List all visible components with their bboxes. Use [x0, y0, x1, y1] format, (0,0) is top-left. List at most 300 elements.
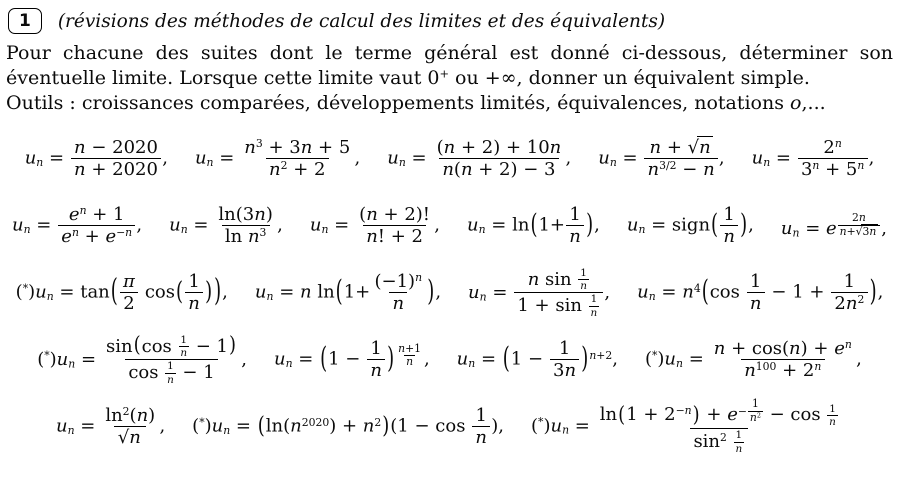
- exercise-header: [8, 8, 893, 34]
- fraction: [241, 137, 354, 180]
- denominator: n! + 2: [363, 225, 426, 247]
- variable: n: [749, 293, 762, 315]
- variable: e: [826, 218, 837, 240]
- variable: u: [550, 415, 563, 437]
- variable: n: [46, 290, 54, 304]
- denominator: n+√3n: [838, 225, 881, 239]
- delimiter: ): [427, 274, 435, 309]
- superscript: *: [22, 281, 29, 295]
- fraction: [215, 204, 276, 247]
- fraction: [827, 403, 837, 429]
- numerator: [120, 271, 138, 292]
- superscript: 2: [720, 431, 727, 445]
- superscript: *: [651, 348, 658, 362]
- variable: n: [845, 293, 858, 315]
- fraction: [734, 429, 744, 455]
- variable: n: [676, 357, 683, 371]
- variable: n: [812, 159, 820, 173]
- subscript: [36, 156, 43, 169]
- denominator: n + 2020: [71, 158, 161, 180]
- superscript: [835, 137, 842, 150]
- variable: n: [475, 427, 487, 449]
- variable: n: [789, 338, 801, 359]
- numerator: 1: [180, 333, 188, 346]
- formula: $u_n = (1$ − $\frac{1}{n}$ ) $^{\frac{n+1}{n}}$ ,: [273, 338, 430, 382]
- fraction: [831, 271, 867, 314]
- variable: n: [125, 226, 133, 240]
- variable: n: [549, 137, 562, 158]
- superscript: −n: [116, 226, 133, 240]
- radical-icon: √: [687, 137, 700, 158]
- delimiter: (: [320, 341, 328, 376]
- exercise-subtitle: (révisions des méthodes de calcul des limites et des équivalents): [57, 10, 666, 32]
- variable: n: [564, 360, 577, 382]
- formula: $u_n$ = $\frac{2^n}{3^n + 5^n}$ ,: [751, 137, 875, 181]
- variable: e: [68, 204, 80, 225]
- subscript: [638, 223, 645, 236]
- fraction: [711, 338, 856, 381]
- fraction: [367, 338, 385, 381]
- delimiter: (: [701, 274, 709, 309]
- variable: u: [24, 147, 37, 169]
- variable: e: [61, 226, 72, 248]
- radical-icon: √: [117, 427, 130, 449]
- denominator: $n^{3/2} - n$: [644, 158, 718, 180]
- numerator: 1: [558, 338, 571, 359]
- variable: n: [74, 137, 86, 158]
- denominator: $n^2 + 2$: [266, 158, 329, 180]
- variable: n: [744, 360, 756, 382]
- variable: u: [468, 281, 480, 303]
- superscript: *: [44, 348, 50, 362]
- delimiter: (: [530, 208, 538, 241]
- denominator: cos $\frac{1}{n}$ − 1: [125, 359, 218, 386]
- variable: n: [71, 226, 79, 240]
- formula: $u_n$ = $\frac{\ln^2(n)}{√n}$ ,: [55, 405, 166, 449]
- numerator: ln(3n): [218, 204, 273, 225]
- variable: n: [649, 137, 662, 158]
- variable: n: [590, 306, 598, 319]
- delimiter: ): [869, 274, 877, 309]
- radicand: 3n: [862, 224, 877, 238]
- subscript: [676, 357, 683, 370]
- superscript: [80, 204, 87, 217]
- fraction: [747, 271, 765, 314]
- variable: n: [580, 279, 587, 292]
- formula: $u_n$ = $\frac{(n + 2) + 10n}{n(n + 2) - 3}$ ,: [387, 137, 572, 181]
- square-root: [688, 137, 713, 158]
- variable: e: [727, 404, 738, 426]
- variable: e: [105, 226, 117, 248]
- denominator: [165, 373, 175, 386]
- formula: $u_n = \ln(1+$ $\frac{1}{n}$ ),: [467, 204, 600, 248]
- variable: n: [713, 338, 726, 359]
- variable: u: [637, 281, 649, 303]
- variable: n: [406, 355, 414, 369]
- variable: n: [443, 137, 456, 158]
- variable: n: [206, 156, 214, 170]
- variable: u: [664, 348, 677, 370]
- variable: n: [792, 226, 800, 240]
- subscript: [267, 290, 274, 303]
- variable: n: [285, 357, 293, 371]
- variable: n: [188, 293, 200, 315]
- variable: n: [370, 360, 382, 382]
- numerator: $\ln^2(n)$: [105, 405, 156, 426]
- variable: e: [834, 338, 845, 359]
- variable: n: [703, 159, 715, 181]
- fraction: [550, 338, 580, 381]
- superscript: 2: [756, 411, 761, 420]
- formula-row: [6, 326, 893, 393]
- numerator: n+1: [398, 341, 421, 355]
- variable: n: [269, 159, 281, 181]
- variable: n: [247, 226, 260, 248]
- fraction: [720, 204, 738, 247]
- variable: n: [392, 293, 405, 315]
- variable: n: [223, 424, 231, 438]
- subscript: [793, 227, 800, 240]
- variable: n: [844, 338, 852, 352]
- numerator: 1: [569, 204, 581, 225]
- square-root: [856, 225, 879, 238]
- numerator: $e^n + 1$: [68, 204, 125, 225]
- variable: u: [456, 348, 469, 370]
- numerator: $(-1)^n$: [374, 271, 423, 292]
- variable: u: [35, 281, 47, 303]
- variable: n: [647, 159, 660, 181]
- variable: n: [67, 424, 75, 438]
- delimiter: ): [228, 332, 236, 359]
- superscript: 2: [122, 405, 130, 419]
- numerator: $n + \cos(n) + e^n$: [713, 338, 852, 359]
- variable: n: [74, 159, 86, 181]
- numerator: 1: [590, 293, 598, 306]
- variable: n: [167, 373, 174, 386]
- denominator: [734, 442, 744, 455]
- subscript: [562, 424, 569, 437]
- variable: n: [366, 226, 378, 248]
- denominator: [389, 292, 407, 314]
- delimiter: ): [692, 402, 700, 428]
- superscript: 2: [374, 415, 382, 429]
- variable: n: [857, 159, 865, 173]
- variable: n: [468, 357, 476, 371]
- denominator: [578, 279, 588, 292]
- numerator: 1: [580, 266, 587, 279]
- fraction: [371, 271, 425, 314]
- denominator: [566, 225, 584, 247]
- variable: n: [562, 424, 570, 438]
- formula: $u_n = (1$ − $\frac{1}{3n}$ )$^{n+2}$,: [456, 338, 618, 382]
- subscript: [223, 424, 230, 437]
- variable: n: [36, 156, 44, 170]
- formula-row: [6, 192, 893, 259]
- variable: u: [194, 147, 207, 169]
- subscript: [181, 223, 188, 236]
- subscript: [480, 290, 487, 303]
- numerator: (n + 2)!: [359, 204, 431, 225]
- formula: $u_n$ = $\frac{n - 2020}{n + 2020}$ ,: [24, 137, 168, 181]
- subscript: [207, 156, 214, 169]
- superscript: 2020: [301, 415, 330, 429]
- fraction: [103, 334, 240, 386]
- denominator: $2n^2$: [831, 292, 867, 314]
- denominator: $\ln n^3$: [222, 225, 270, 247]
- variable: n: [460, 159, 473, 181]
- variable: n: [129, 427, 141, 449]
- variable: n: [589, 348, 597, 362]
- formula: $(^*)u_n$ = $\ln(1 + 2^{-n}) + e^{- \frac{1}{n^2}}$ − cos $\frac{1}{n}$ $\sin^2$ $\frac{1}{n}$: [531, 398, 843, 455]
- variable: n: [180, 346, 188, 359]
- subscript: [610, 156, 617, 169]
- superscript: [857, 159, 864, 172]
- subscript: [479, 223, 486, 236]
- variable: n: [300, 137, 313, 158]
- delimiter: (: [176, 276, 184, 307]
- variable: n: [23, 223, 31, 237]
- variable: n: [839, 224, 847, 238]
- numerator: $\ln(1 + 2^{-n}) + e^{- \frac{1}{n^2}}$ − cos $\frac{1}{n}$: [599, 397, 836, 429]
- delimiter: ): [586, 208, 594, 241]
- numerator: 1: [188, 271, 200, 292]
- variable: u: [169, 214, 181, 236]
- superscript: [415, 271, 422, 284]
- denominator: [185, 292, 203, 314]
- subscript: [649, 290, 656, 303]
- intro-paragraph: Pour chacune des suites dont le terme général est donné ci-dessous, déterminer son éventuelle limite. Lorsque cette limite vaut 0+ ou +∞, donner un équivalent simple.: [6, 42, 893, 90]
- numerator: (n + 2) + 10n: [436, 137, 562, 158]
- denominator: [472, 426, 490, 448]
- variable: n: [814, 360, 822, 374]
- numerator: 1: [475, 405, 487, 426]
- delimiter: ): [581, 341, 589, 376]
- variable: n: [609, 156, 617, 170]
- exercise-number-badge: 1: [8, 8, 42, 34]
- variable: u: [780, 218, 793, 240]
- numerator: n + √n: [649, 137, 711, 158]
- fraction: [71, 137, 161, 180]
- numerator: sin(cos $\frac{1}{n}$ − 1): [105, 332, 236, 359]
- superscript: [814, 360, 821, 373]
- variable: n: [684, 404, 692, 418]
- numerator: n sin $\frac{1}{n}$: [527, 266, 587, 292]
- superscript: − 1 n2: [737, 397, 761, 425]
- denominator: [114, 426, 146, 448]
- formula: $u_n$ = $\frac{n + √n}{n^{3/2} - n}$ ,: [598, 137, 725, 181]
- variable: n: [479, 290, 487, 304]
- superscript: *: [538, 415, 544, 429]
- fraction: [120, 271, 138, 314]
- denominator: [827, 415, 837, 428]
- formula-row: [6, 393, 893, 460]
- tools-paragraph: Outils : croissances comparées, développements limités, équivalences, notations o,...: [6, 92, 826, 115]
- variable: n: [79, 204, 87, 218]
- superscript: 2: [280, 159, 288, 173]
- numerator: 2n: [852, 211, 866, 225]
- variable: n: [569, 226, 581, 248]
- variable: n: [858, 211, 866, 225]
- variable: n: [300, 281, 312, 303]
- variable: n: [362, 415, 375, 437]
- superscript: 4: [693, 281, 701, 295]
- formula: $(^*)u_n = (\ln(n^{2020}) + n^2)(1 - \cos$ $\frac{1}{n}$ ),: [192, 405, 504, 449]
- variable: n: [254, 204, 266, 225]
- denominator: 2: [120, 292, 138, 314]
- variable: n: [398, 341, 406, 355]
- variable: u: [56, 348, 69, 370]
- variable: n: [699, 137, 711, 158]
- subscript: [47, 290, 54, 303]
- variable: u: [11, 214, 24, 236]
- delimiter: ): [382, 412, 390, 440]
- delimiter: (: [711, 208, 719, 241]
- numerator: 1: [167, 360, 174, 373]
- variable: u: [626, 214, 639, 236]
- superscript: n+2: [589, 348, 613, 362]
- variable: n: [136, 405, 149, 426]
- formula: $u_n$ = sign( $\frac{1}{n}$ ),: [626, 204, 754, 248]
- variable: n: [834, 137, 842, 151]
- variable: u: [254, 281, 267, 303]
- fraction: [58, 204, 135, 247]
- denominator: [367, 359, 385, 381]
- superscript: 3/2: [659, 159, 677, 173]
- subscript: [24, 223, 31, 236]
- formula: $u_n$ = $\frac{(n + 2)!}{n! + 2}$ ,: [309, 204, 440, 248]
- variable: u: [598, 147, 610, 169]
- denominator: [589, 306, 599, 319]
- variable: n: [366, 204, 378, 225]
- variable: u: [211, 415, 224, 437]
- subscript: [468, 357, 475, 370]
- variable: o: [790, 92, 802, 115]
- subscript: [763, 156, 770, 169]
- fraction: [748, 398, 763, 424]
- variable: u: [387, 147, 399, 169]
- fraction: [597, 398, 842, 455]
- fraction: [396, 343, 423, 369]
- variable: n: [682, 281, 694, 303]
- superscript: [812, 159, 819, 172]
- superscript: +: [439, 66, 450, 81]
- variable: n: [266, 290, 274, 304]
- denominator: $n^{100} + 2^n$: [741, 359, 825, 381]
- denominator: $3^n + 5^n$: [798, 158, 868, 180]
- variable: n: [749, 411, 757, 425]
- variable: u: [467, 214, 479, 236]
- numerator: 1: [829, 402, 836, 415]
- formula-row: [6, 125, 893, 192]
- superscript: 3: [259, 226, 267, 240]
- fraction: [644, 137, 718, 180]
- subscript: [399, 156, 406, 169]
- fraction: [472, 405, 490, 448]
- subscript: [68, 424, 75, 437]
- delimiter: (: [335, 274, 343, 309]
- subscript: [68, 357, 75, 370]
- variable: n: [638, 223, 646, 237]
- formula: $u_n$ = $\frac{\ln(3n)}{\ln n^3}$ ,: [169, 204, 283, 248]
- numerator: 1: [843, 271, 856, 292]
- denominator: 3n: [550, 359, 580, 381]
- fraction: [589, 293, 599, 319]
- fraction: [566, 204, 584, 247]
- variable: n: [723, 226, 735, 248]
- fraction: [514, 267, 603, 319]
- fraction: [102, 405, 158, 448]
- variable: n: [442, 159, 454, 181]
- denominator: $\sin^2$ $\frac{1}{n}$: [690, 428, 748, 455]
- formula: $(^*)u_n = \tan$( $\frac{\pi}{2}$ cos( $\frac{1}{n}$ ) ),: [15, 271, 228, 315]
- variable: n: [829, 416, 836, 429]
- fraction: [356, 204, 433, 247]
- variable: π: [123, 271, 135, 292]
- superscript: *: [199, 415, 205, 429]
- numerator: 1: [735, 429, 743, 442]
- variable: n: [869, 224, 877, 238]
- subscript: [286, 357, 293, 370]
- numerator: 1: [723, 204, 735, 225]
- fraction: [433, 137, 564, 180]
- delimiter: ): [205, 276, 213, 307]
- numerator: 1: [749, 271, 762, 292]
- fraction: [838, 212, 881, 238]
- numerator: 1: [370, 338, 382, 359]
- denominator: [747, 292, 765, 314]
- formula: $u_n = n^4(\cos$ $\frac{1}{n}$ − 1 + $\frac{1}{2n^2}$ ),: [637, 271, 884, 315]
- denominator: [720, 225, 738, 247]
- delimiter: ): [387, 341, 395, 376]
- delimiter: (: [502, 341, 510, 376]
- variable: n: [290, 415, 302, 437]
- superscript: −n: [675, 404, 692, 418]
- numerator: 1: [751, 397, 759, 411]
- formulas: [6, 125, 893, 460]
- superscript: [837, 211, 882, 238]
- fraction: [179, 334, 189, 360]
- variable: n: [321, 223, 329, 237]
- denominator: [179, 346, 189, 359]
- square-root: [118, 427, 143, 448]
- variable: n: [763, 156, 771, 170]
- delimiter: ): [740, 208, 748, 241]
- variable: u: [55, 415, 68, 437]
- superscript: 2: [857, 293, 865, 307]
- variable: n: [180, 223, 188, 237]
- fraction: [578, 267, 588, 293]
- formula: $(^*)u_n$ = $\frac{n + \cos(n) + e^n}{n^{100} + 2^n}$ ,: [644, 338, 862, 382]
- superscript: 3: [255, 137, 263, 151]
- variable: n: [478, 223, 486, 237]
- numerator: $n^3 + 3n + 5$: [244, 137, 351, 158]
- variable: n: [244, 137, 256, 158]
- delimiter: (: [110, 273, 118, 309]
- delimiter: (: [618, 402, 626, 428]
- fraction: [165, 360, 175, 386]
- numerator: 2$^n$: [823, 137, 842, 158]
- superscript: [395, 341, 424, 369]
- formula: $u_n$ = n sin $\frac{1}{n}$ 1 + sin $\frac{1}{n}$ ,: [468, 266, 611, 319]
- formula: $u_n$ = $\frac{n^3 + 3n + 5}{n^2 + 2}$ ,: [194, 137, 361, 181]
- superscript: [845, 338, 852, 351]
- formula: $u_n = n$ ln(1+ $\frac{(-1)^n}{n}$ ),: [254, 271, 442, 315]
- delimiter: ): [214, 273, 222, 309]
- variable: n: [735, 442, 743, 455]
- variable: n: [398, 156, 406, 170]
- delimiter: (: [257, 412, 265, 440]
- delimiter: (: [133, 332, 141, 359]
